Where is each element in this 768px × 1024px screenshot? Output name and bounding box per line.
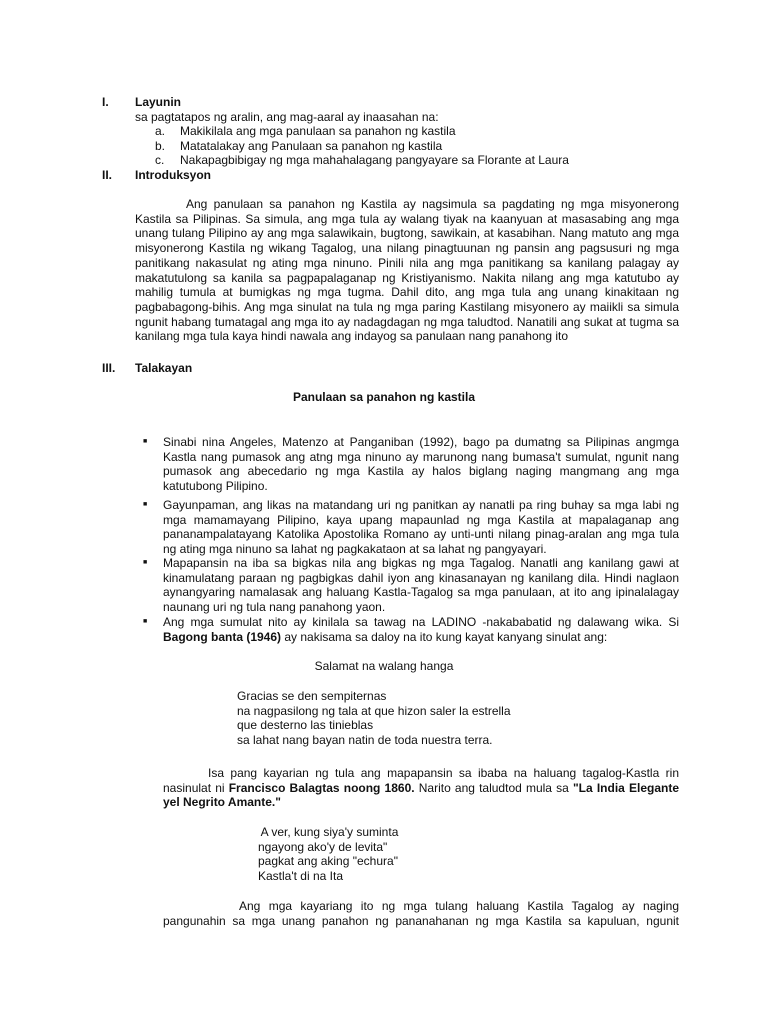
bullet-icon: ■ [143,438,148,445]
bullet-text-part: Ang mga sumulat nito ay kinilala sa tawag na LADINO -nakababatid ng dalawang wika. Si [163,615,679,629]
objective-letter: b. [155,139,166,153]
objective-item [155,153,569,168]
objective-text: Makikilala ang mga panulaan sa panahon ng kastila [180,124,456,138]
poem-line: Kastla't di na Ita [258,869,344,884]
intro-paragraph: Ang panulaan sa panahon ng Kastila ay nagsimula sa pagdating ng mga misyonerong Kastila sa Pilipinas. Sa simula, ang mga tula ay walang tiyak na kaanyuan at masasabing ang mga unang tulang Pilipino ay ang mga salawikain, bugtong, sawikain, at kasabihan. Nang matuto ang mga misyonerong Kastila ng wikang Tagalog, una nilang pinagtuunan ng pansin ang pagsusuri ng mga panitikang nakasulat ng ating mga ninuno. Pinili nila ang mga panitikang sa kanilang palagay ay makatutulong sa kanila sa pagpapalaganap ng Kristiyanismo. Nakita nilang ang mga katutubo ay mahilig tumula at bumigkas ng mga tugma. Dahil dito, ang mga tula ang unang kinakitaan ng pagbabagong-bihis. Ang mga sinulat na tula ng mga paring Kastilang misyonero ay maiikli sa simula ngunit habang tumatagal ang mga ito ay nadagdagan ng mga taludtod. Nanatili ang sukat at tugma sa kanilang mga tula kaya hindi nawala ang indayog sa panulaan nang panahong ito [135,197,679,344]
bullet-text: Mapapansin na iba sa bigkas nila ang bigkas ng mga Tagalog. Nanatli ang kanilang gawi at kinamulatang paraan ng pagbigkas dahil iyon ang kinasanayan ng kanilang dila. Hindi naglaon aynangyaring namalasak ang haluang Kastla-Tagalog sa mga panulaan, at ito ang ipinalalagay naunang uri ng tula nang panahong yaon. [163,556,679,615]
poem-stanza [237,689,511,748]
bullet-item [143,435,679,494]
section-title: Talakayan [135,361,193,375]
bullet-text: Gayunpaman, ang likas na matandang uri ng panitkan ay nanatli pa ring buhay sa mga labi ng mga mamamayang Pilipino, kaya upang mapaunlad ng mga Kastila at mapalaganap ang pananampalatayang Katolika Apostolika Romano ay unti-unti nilang pinag-aralan ang mga tula ng ating mga ninuno sa lahat ng pagkakataon at sa lahat ng pangyayari. [163,498,679,557]
bullet-item [143,615,679,644]
objective-item [155,124,456,139]
objective-letter: c. [155,153,165,167]
section-number: I. [102,95,109,109]
poem-line: que desterno las tinieblas [237,718,374,733]
bullet-icon: ■ [143,501,148,508]
bullet-text [163,615,679,644]
paragraph-text: Isa pang kayarian ng tula ang mapapansin sa ibaba na haluang tagalog-Kastla rin nasinulat ni [163,766,679,795]
poem-title: Salamat na walang hanga [314,659,454,673]
section-title: Layunin [135,95,182,109]
objective-letter: a. [155,124,166,138]
poem-line: na nagpasilong ng tala at que hizon saler la estrella [237,703,511,718]
poem-line: ngayong ako'y de levita" [258,839,388,854]
bullet-icon: ■ [143,559,148,566]
section-number: III. [102,361,116,375]
poem-line: sa lahat nang bayan natin de toda nuestra terra. [237,733,493,748]
body-paragraph: Ang mga kayariang ito ng mga tulang haluang Kastila Tagalog ay naging pangunahin sa mga unang panahon ng pananahanan ng mga Kastila sa kapuluan, ngunit [163,899,679,928]
objective-item [155,139,442,154]
bullet-text-part: ay nakisama sa daloy na ito kung kayat kanyang sinulat ang: [281,629,608,644]
poem-line: pagkat ang aking "echura" [258,854,398,869]
bullet-text: Sinabi nina Angeles, Matenzo at Panganiban (1992), bago pa dumatng sa Pilipinas angmga Kastla nang pumasok ang atng mga ninuno ay marunong nang bumasa't sumulat, ngunit nang pumasok ang abecedario ng mga Kastila ay halos biglang naging mangmang ang mga katutubong Pilipino. [163,435,679,494]
poem-line: Gracias se den sempiternas [237,689,387,703]
section-title: Introduksyon [135,168,212,182]
discussion-heading: Panulaan sa panahon ng kastila [292,390,476,404]
poem-line: A ver, kung siya'y suminta [258,825,399,839]
paragraph-text: Narito ang taludtod mula sa [414,780,573,795]
bullet-icon: ■ [143,618,148,625]
section-number: II. [102,168,113,182]
author-name: Bagong banta (1946) [163,629,282,644]
body-paragraph [163,766,679,810]
author-name: Francisco Balagtas noong 1860. [228,780,415,795]
bullet-item [143,498,679,557]
poem-stanza [258,825,398,884]
objective-text: Matatalakay ang Panulaan sa panahon ng kastila [180,139,443,153]
objectives-intro: sa pagtatapos ng aralin, ang mag-aaral ay inaasahan na: [135,110,439,124]
work-title: "La India Elegante yel Negrito Amante." [163,780,679,810]
bullet-item [143,556,679,615]
objective-text: Nakapagbibigay ng mga mahahalagang pangyayare sa Florante at Laura [180,153,569,167]
